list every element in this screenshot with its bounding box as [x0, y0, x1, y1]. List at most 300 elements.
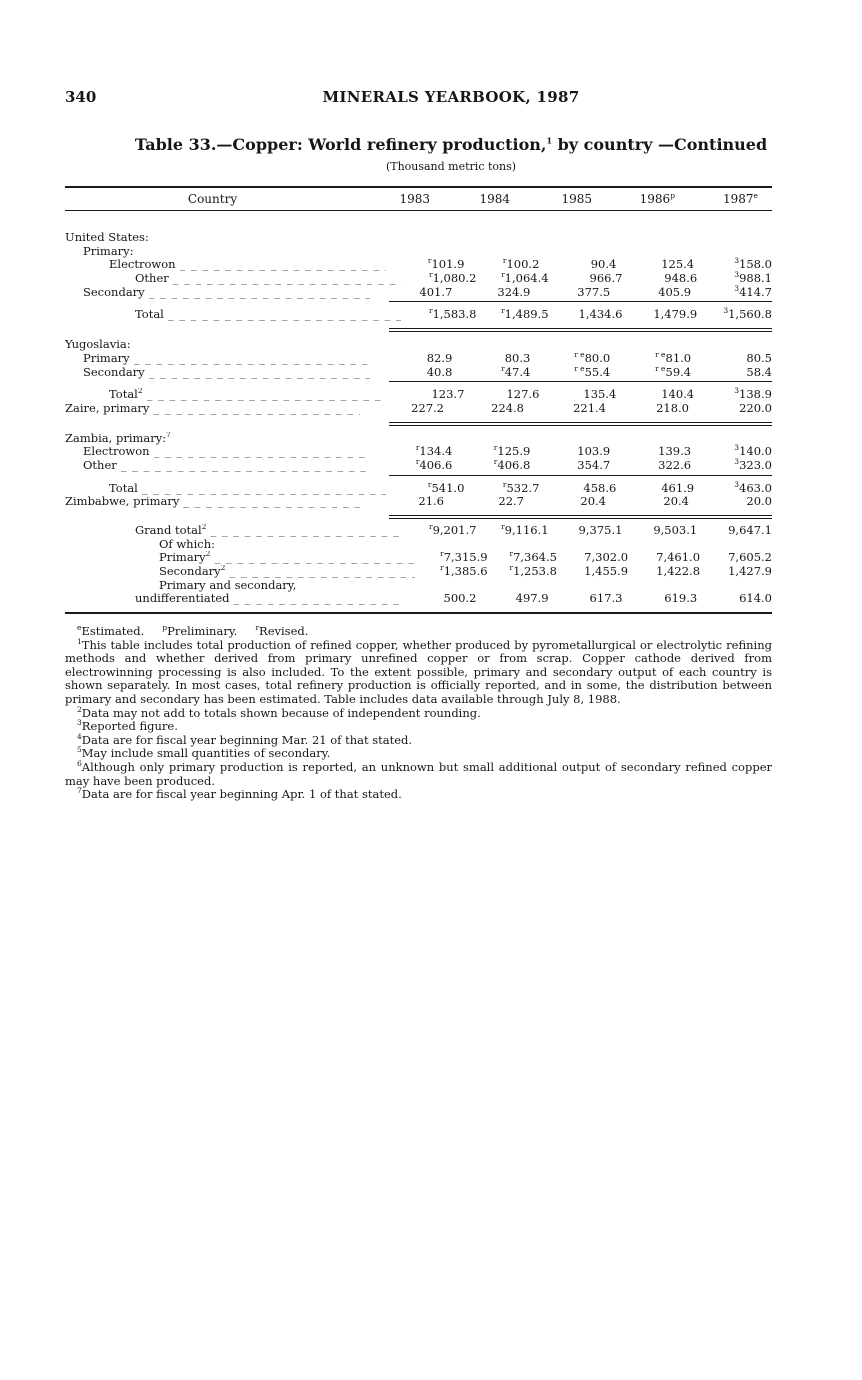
cell-mark: r — [501, 522, 505, 532]
cell-mark: r — [415, 443, 420, 453]
cell-1985 — [530, 363, 611, 380]
cell-mark: r e — [655, 363, 666, 373]
row-label: Primary: — [83, 244, 134, 258]
cell-1984 — [452, 286, 530, 300]
row-label-cell — [65, 286, 370, 300]
cell-mark: r — [428, 270, 433, 280]
cell-1985 — [549, 524, 623, 538]
cell-value: 323.0 — [739, 457, 772, 472]
row-label-text: Secondary — [83, 365, 145, 379]
cell-mark: r — [501, 363, 505, 373]
row-label-cell — [65, 352, 370, 366]
row-label: Yugoslavia: — [65, 338, 131, 352]
cell-value: 461.9 — [661, 480, 695, 495]
legend-item — [255, 624, 308, 638]
cell-value: 140.0 — [739, 444, 772, 459]
row-label-footnote: 2 — [201, 524, 207, 532]
dot-leader — [134, 352, 371, 366]
cell-mark: r — [493, 457, 498, 467]
row-us-secondary — [65, 283, 772, 300]
row-undiff-heading — [65, 579, 772, 593]
cell-1985 — [549, 308, 623, 322]
cell-value: 406.6 — [419, 457, 453, 472]
cell-value: 7,605.2 — [728, 550, 772, 565]
cell-value: 322.6 — [658, 457, 692, 472]
row-label-text: Electrowon — [83, 445, 150, 459]
cell-1983 — [386, 388, 465, 402]
cell-1986 — [622, 592, 697, 606]
row-label-footnote: 2 — [220, 565, 226, 573]
cell-1987 — [697, 308, 772, 322]
row-label-text: Primary — [83, 351, 130, 365]
row-label-text: Total — [135, 308, 164, 322]
row-label — [83, 286, 145, 300]
footnotes — [65, 625, 772, 802]
footnote-text: May include small quantities of secondary. — [81, 746, 331, 761]
cell-mark: r — [501, 270, 505, 280]
dot-leader — [180, 258, 386, 272]
cell-1984 — [476, 524, 548, 538]
cell-value: 100.2 — [506, 257, 540, 272]
cell-value: 1,479.9 — [653, 307, 698, 322]
dot-leader — [149, 286, 371, 300]
cell-value: 7,302.0 — [584, 550, 629, 565]
footnote-list — [65, 636, 772, 802]
header-1985: 1985 — [561, 192, 592, 206]
cell-mark: r — [509, 563, 514, 573]
cell-1983 — [401, 592, 477, 606]
row-zambia-other — [65, 459, 772, 473]
cell-value: 377.5 — [577, 284, 611, 299]
cell-value: 497.9 — [515, 591, 549, 606]
row-us-other — [65, 272, 772, 286]
cell-1983 — [401, 308, 477, 322]
cell-1985 — [549, 272, 623, 286]
cell-mark: r — [440, 549, 444, 559]
page-number: 340 — [65, 88, 97, 106]
cell-value: 1,080.2 — [432, 271, 477, 286]
cell-1985 — [539, 388, 616, 402]
footnote-mark: 2 — [77, 704, 82, 714]
cell-1987 — [697, 524, 772, 538]
cell-mark: r — [440, 563, 444, 573]
cell-1987 — [689, 402, 772, 416]
cell-value: 1,434.6 — [578, 307, 623, 322]
cell-1984 — [452, 445, 530, 459]
cell-1987 — [691, 283, 772, 300]
cell-1986 — [616, 258, 694, 272]
row-label-footnote: 7 — [166, 431, 171, 439]
cell-value: 1,422.8 — [656, 564, 701, 579]
dot-leader — [214, 551, 414, 565]
cell-mark: r — [509, 549, 514, 559]
cell-value: 1,583.8 — [432, 307, 477, 322]
dot-leader — [229, 565, 414, 579]
table-title-text: Table 33.—Copper: World refinery production, — [134, 135, 547, 154]
cell-value: 20.4 — [580, 494, 606, 509]
legend-item — [77, 624, 144, 638]
row-label-cell — [65, 565, 415, 579]
cell-1987 — [691, 459, 772, 473]
row-label-text: Secondary — [83, 285, 145, 299]
footnote-legend — [65, 625, 772, 639]
footnote-mark: 7 — [77, 786, 82, 796]
cell-mark: r — [415, 457, 420, 467]
dot-leader — [147, 388, 386, 402]
row-label — [159, 565, 225, 579]
row-yugoslavia-total — [65, 388, 772, 402]
cell-value: 21.6 — [418, 494, 444, 509]
cell-value: 22.7 — [498, 494, 524, 509]
cell-1984 — [464, 479, 540, 496]
cell-1984 — [476, 592, 548, 606]
cell-mark: 3 — [734, 457, 740, 467]
cell-value: 354.7 — [577, 457, 611, 472]
cell-1986 — [622, 272, 697, 286]
cell-value: 541.0 — [431, 480, 465, 495]
cell-1984 — [464, 388, 539, 402]
cell-value: 7,364.5 — [513, 550, 557, 565]
cell-1985 — [530, 459, 610, 473]
cell-value: 532.7 — [506, 480, 540, 495]
dot-leader — [183, 495, 360, 509]
cell-value: 614.0 — [739, 591, 772, 606]
legend-text: Revised. — [259, 624, 309, 638]
cell-value: 58.4 — [746, 364, 772, 379]
cell-value: 1,385.6 — [443, 564, 488, 579]
table-title-footnote: 1 — [546, 135, 553, 146]
row-label — [135, 308, 164, 322]
cell-value: 127.6 — [506, 387, 540, 402]
row-label-cell — [65, 402, 360, 416]
cell-1987 — [694, 388, 772, 402]
running-head: MINERALS YEARBOOK, 1987 — [322, 88, 580, 106]
cell-1983 — [370, 459, 452, 473]
cell-value: 1,064.4 — [504, 271, 549, 286]
cell-1983 — [401, 272, 477, 286]
cell-1986 — [628, 551, 700, 565]
legend-mark: p — [162, 623, 168, 633]
cell-value: 139.3 — [658, 444, 692, 459]
cell-value: 218.0 — [656, 400, 689, 415]
cell-mark: 3 — [734, 479, 740, 489]
cell-value: 500.2 — [443, 591, 477, 606]
cell-1984 — [452, 363, 531, 380]
cell-value: 125.9 — [497, 444, 531, 459]
cell-1986 — [628, 565, 700, 579]
cell-value: 988.1 — [739, 271, 772, 286]
row-us-total — [65, 308, 772, 322]
dot-leader — [173, 272, 401, 286]
cell-1986 — [610, 445, 691, 459]
footnote-mark: 3 — [77, 718, 82, 728]
cell-value: 123.7 — [431, 387, 465, 402]
cell-1985 — [557, 565, 628, 579]
header-1986-year: 1986 — [639, 192, 671, 206]
row-label-cell — [65, 258, 386, 272]
cell-mark: r — [502, 479, 507, 489]
row-label-cell — [65, 495, 360, 509]
dot-leader — [142, 482, 386, 496]
footnote-mark: 4 — [77, 731, 82, 741]
cell-1983 — [370, 366, 452, 380]
cell-1987 — [694, 479, 772, 496]
cell-value: 414.7 — [739, 284, 772, 299]
row-label-text: Zambia, primary: — [65, 431, 167, 445]
row-label — [135, 272, 169, 286]
row-label — [65, 495, 179, 509]
header-1987-mark: e — [753, 191, 758, 200]
cell-value: 617.3 — [589, 591, 623, 606]
cell-value: 80.5 — [746, 350, 772, 365]
cell-value: 80.3 — [504, 350, 531, 365]
cell-value: 101.9 — [431, 257, 465, 272]
header-1987 — [689, 192, 772, 206]
footnote-mark: 6 — [77, 759, 82, 769]
cell-value: 125.4 — [661, 257, 695, 272]
cell-1983 — [401, 524, 477, 538]
cell-1983 — [370, 445, 452, 459]
cell-mark: r e — [655, 349, 666, 359]
cell-value: 1,427.9 — [728, 564, 772, 579]
row-grand-total — [65, 524, 772, 538]
cell-1986 — [622, 524, 697, 538]
row-zaire-primary — [65, 402, 772, 416]
row-label — [83, 445, 150, 459]
cell-1986 — [622, 308, 697, 322]
cell-mark: 3 — [734, 443, 740, 453]
row-us-primary-heading — [65, 245, 772, 259]
cell-1987 — [697, 592, 772, 606]
cell-1984 — [488, 565, 557, 579]
row-undifferentiated — [65, 592, 772, 606]
row-us-electrowon — [65, 258, 772, 272]
legend-item — [162, 624, 237, 638]
row-label-text: Zimbabwe, primary — [65, 495, 180, 509]
cell-mark: r e — [574, 363, 585, 373]
row-label-text: Electrowon — [109, 258, 176, 272]
cell-1986 — [616, 388, 694, 402]
cell-mark: r — [502, 256, 507, 266]
row-label-cell — [65, 366, 370, 380]
footnote-text: Although only primary production is reported, an unknown but small additional output of secondary refined copper may have been produced. — [65, 759, 772, 788]
cell-value: 59.4 — [665, 364, 692, 379]
cell-value: 134.4 — [419, 444, 453, 459]
cell-1984 — [444, 402, 524, 416]
cell-value: 224.8 — [491, 400, 524, 415]
cell-mark: 3 — [723, 306, 729, 316]
cell-1985 — [557, 551, 628, 565]
cell-mark: r — [493, 443, 498, 453]
cell-value: 948.6 — [664, 271, 698, 286]
dot-leader — [154, 445, 371, 459]
cell-value: 9,201.7 — [432, 523, 477, 537]
cell-value: 103.9 — [577, 444, 611, 459]
cell-value: 1,560.8 — [728, 307, 772, 322]
dot-leader — [233, 592, 400, 606]
footnote-mark: 5 — [77, 745, 82, 755]
cell-1987 — [700, 551, 772, 565]
footnote-text: Data may not add to totals shown because of independent rounding. — [81, 705, 481, 720]
row-grand-primary — [65, 551, 772, 565]
header-1984: 1984 — [479, 192, 510, 206]
cell-1985 — [524, 495, 606, 509]
cell-mark: 3 — [734, 270, 740, 280]
data-table — [65, 186, 772, 614]
row-zambia-total — [65, 479, 772, 496]
footnote-1 — [65, 636, 772, 707]
row-label-text: Total — [109, 481, 138, 495]
cell-1987 — [700, 565, 772, 579]
row-label-cell — [65, 388, 386, 402]
footnote-text: Data are for fiscal year beginning Apr. 1 of that stated. — [81, 787, 402, 802]
cell-1983 — [360, 402, 444, 416]
cell-value: 458.6 — [583, 480, 617, 495]
cell-1983 — [386, 479, 465, 496]
row-label — [135, 524, 206, 538]
cell-1984 — [476, 308, 548, 322]
row-label — [109, 258, 176, 272]
footnote-mark: 1 — [77, 636, 82, 646]
legend-mark: r — [255, 623, 260, 633]
cell-1985 — [530, 349, 611, 366]
cell-1983 — [415, 565, 488, 579]
cell-1986 — [610, 363, 692, 380]
cell-1985 — [530, 286, 610, 300]
row-label — [135, 592, 229, 606]
cell-1984 — [452, 352, 530, 366]
footnote-7 — [65, 788, 772, 802]
cell-1984 — [476, 272, 548, 286]
cell-value: 20.4 — [663, 494, 689, 509]
table-header — [65, 188, 772, 210]
cell-value: 406.8 — [497, 457, 531, 472]
header-1986 — [606, 192, 689, 206]
row-label-cell — [65, 459, 370, 473]
row-label-footnote: 2 — [205, 551, 211, 559]
row-label-text: Grand total — [135, 524, 202, 537]
header-1986-mark: p — [670, 191, 675, 200]
cell-value: 9,116.1 — [504, 523, 549, 537]
cell-value: 7,315.9 — [443, 550, 488, 565]
header-1987-year: 1987 — [723, 192, 754, 206]
footnote-text: Data are for fiscal year beginning Mar. 21 of that stated. — [81, 732, 413, 747]
cell-1985 — [524, 402, 606, 416]
cell-value: 227.2 — [411, 400, 444, 415]
row-label-footnote: 2 — [137, 388, 143, 396]
row-label-text: Primary — [159, 551, 206, 565]
row-label — [109, 388, 143, 402]
cell-value: 55.4 — [584, 364, 611, 379]
cell-1983 — [370, 352, 452, 366]
row-label — [159, 551, 210, 565]
header-1983: 1983 — [399, 192, 430, 206]
cell-1983 — [360, 495, 444, 509]
cell-mark: r — [427, 256, 432, 266]
footnote-3 — [65, 720, 772, 734]
cell-1985 — [530, 445, 610, 459]
cell-1986 — [610, 286, 691, 300]
cell-value: 9,375.1 — [578, 523, 623, 537]
cell-value: 405.9 — [658, 284, 692, 299]
cell-mark: 3 — [734, 283, 740, 293]
cell-value: 9,647.1 — [728, 523, 772, 537]
cell-1987 — [691, 445, 772, 459]
row-label-cell — [65, 551, 415, 565]
cell-mark: 3 — [734, 386, 740, 396]
cell-value: 220.0 — [739, 400, 772, 415]
cell-1985 — [539, 482, 616, 496]
row-label-cell — [65, 308, 401, 322]
cell-1986 — [606, 402, 689, 416]
footnote-6 — [65, 761, 772, 788]
row-label — [109, 482, 138, 496]
row-label-text: Zaire, primary — [65, 401, 150, 415]
row-of-which — [65, 538, 772, 552]
cell-mark: r — [427, 479, 432, 489]
cell-value: 1,489.5 — [504, 307, 549, 322]
cell-value: 138.9 — [739, 387, 772, 402]
row-label — [83, 366, 145, 380]
row-label — [83, 352, 130, 366]
row-label — [83, 459, 117, 473]
row-label-text: Other — [83, 458, 117, 472]
cell-value: 135.4 — [583, 387, 617, 402]
cell-value: 7,461.0 — [656, 550, 701, 565]
cell-1985 — [539, 258, 616, 272]
cell-1987 — [689, 495, 772, 509]
row-label-text: undifferentiated — [135, 592, 230, 606]
cell-value: 80.0 — [584, 350, 611, 365]
row-label: Of which: — [159, 537, 215, 551]
cell-mark: r — [501, 306, 505, 316]
legend-mark: e — [77, 623, 82, 633]
row-label: Primary and secondary, — [159, 578, 297, 592]
cell-value: 81.0 — [665, 350, 692, 365]
cell-value: 9,503.1 — [653, 523, 698, 537]
cell-1986 — [610, 459, 691, 473]
cell-value: 619.3 — [664, 591, 698, 606]
cell-mark: r — [428, 522, 433, 532]
row-zimbabwe-primary — [65, 495, 772, 509]
legend-text: Preliminary. — [167, 624, 238, 638]
cell-value: 966.7 — [589, 271, 623, 286]
row-label-cell — [65, 592, 401, 606]
cell-value: 401.7 — [419, 284, 453, 299]
table-title — [0, 135, 862, 154]
footnote-5 — [65, 747, 772, 761]
cell-1985 — [549, 592, 623, 606]
cell-value: 463.0 — [739, 480, 772, 495]
row-label-text: Secondary — [159, 565, 221, 579]
row-label-cell — [65, 272, 401, 286]
cell-value: 158.0 — [739, 257, 772, 272]
table-title-suffix: by country —Continued — [552, 135, 768, 154]
cell-1986 — [616, 482, 694, 496]
cell-1986 — [606, 495, 689, 509]
cell-value: 47.4 — [504, 364, 531, 379]
dot-leader — [153, 402, 360, 416]
cell-mark: r e — [574, 349, 585, 359]
cell-mark: 3 — [734, 256, 740, 266]
cell-1983 — [370, 286, 452, 300]
row-label-cell — [65, 524, 401, 538]
header-country: Country — [187, 192, 238, 206]
row-grand-secondary — [65, 565, 772, 579]
cell-value: 82.9 — [426, 350, 453, 365]
cell-value: 221.4 — [573, 400, 606, 415]
dot-leader — [168, 308, 401, 322]
